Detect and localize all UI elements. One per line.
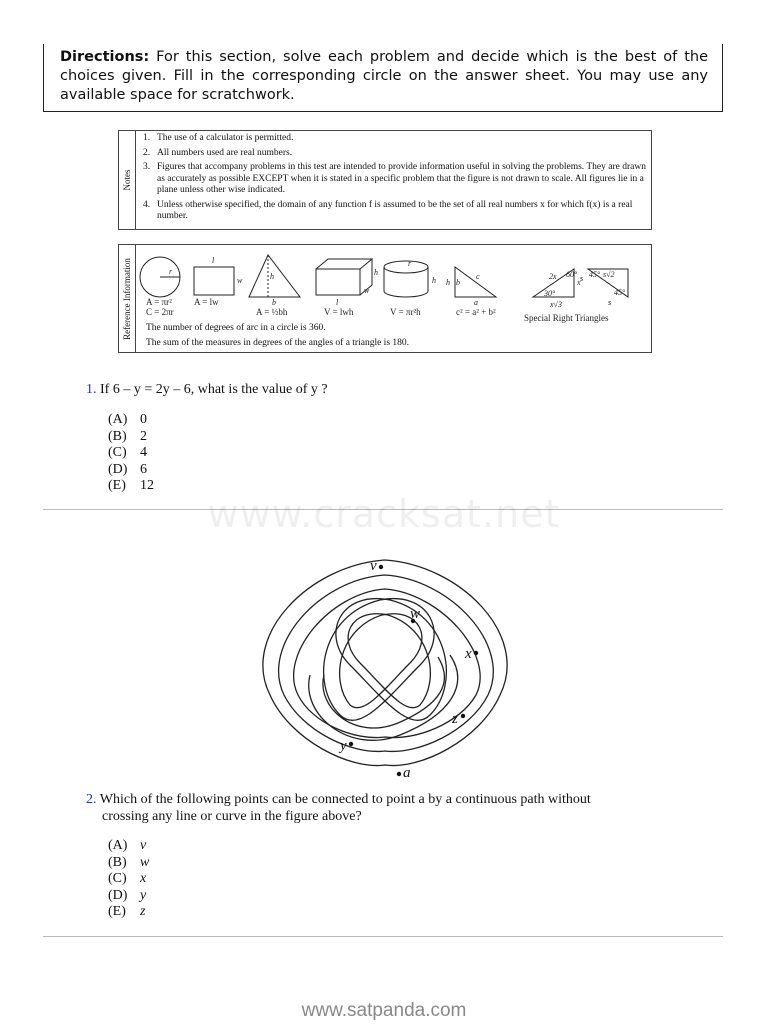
choice[interactable]: (C) x [108,871,147,886]
svg-text:w: w [364,286,370,295]
svg-text:30°: 30° [544,289,556,298]
svg-text:r: r [169,267,173,276]
question-text-line1: Which of the following points can be connected to point a by a continuous path without [99,792,591,807]
reference-box [118,244,652,353]
choice[interactable]: (E) z [108,904,146,919]
choice[interactable]: (A) 0 [108,412,147,427]
svg-text:45°: 45° [614,288,626,297]
question-2 [86,791,591,825]
question-number: 2. [86,792,97,807]
q2-choices [108,838,149,921]
point-label-z: z [452,711,458,727]
question-number: 1. [86,382,97,397]
svg-text:b: b [272,298,276,307]
reference-side-label: Reference Information [119,245,136,352]
notes-side-label: Notes [119,131,136,229]
svg-text:l: l [212,256,215,265]
svg-text:h: h [270,272,274,281]
svg-text:A = lw: A = lw [194,297,219,307]
svg-text:A = ½bh: A = ½bh [256,307,288,317]
svg-text:V = lwh: V = lwh [324,307,354,317]
directions-label: Directions: [60,49,150,65]
note-item: 2. All numbers used are real numbers. [143,147,293,158]
choice[interactable]: (E) 12 [108,478,154,493]
svg-text:c: c [476,272,480,281]
point-label-w: w [410,606,421,622]
svg-text:2x: 2x [549,272,557,281]
svg-text:60°: 60° [566,270,578,279]
svg-text:Special Right Triangles: Special Right Triangles [524,313,609,323]
svg-text:A = πr²: A = πr² [146,297,172,307]
choice[interactable]: (D) 6 [108,461,147,477]
note-item: 1. The use of a calculator is permitted. [143,133,294,143]
svg-text:w: w [237,276,243,285]
reference-figures [136,245,651,325]
svg-text:l: l [336,298,339,307]
svg-text:h: h [446,278,450,287]
choice[interactable]: (C) 4 [108,445,147,460]
choice[interactable]: (D) y [108,887,147,903]
footer-link[interactable]: www.satpanda.com [301,1000,467,1021]
svg-text:h: h [374,268,378,277]
watermark: www.cracksat.net [207,492,561,536]
point-label-v: v [370,558,377,574]
note-item: 4. Unless otherwise specified, the domain of any function f is assumed to be the set of all real numbers x for which f(x) is a real number. [143,199,633,221]
svg-text:V = πr²h: V = πr²h [390,307,421,317]
choice[interactable]: (B) 2 [108,428,147,444]
reference-line-arc: The number of degrees of arc in a circle is 360. [146,323,326,333]
choice[interactable]: (A) v [108,838,147,853]
reference-line-triangle: The sum of the measures in degrees of the angles of a triangle is 180. [146,338,410,348]
question-1 [86,382,328,398]
svg-text:r: r [408,259,412,268]
svg-text:h: h [432,276,436,285]
knot-figure [250,545,520,785]
point-label-y: y [340,738,347,754]
directions-box [43,44,723,112]
notes-box [118,130,652,230]
svg-text:x: x [577,278,581,287]
svg-text:s: s [608,298,612,307]
svg-text:a: a [474,298,478,307]
question-text: If 6 – y = 2y – 6, what is the value of y ? [100,382,328,397]
note-item: 3. Figures that accompany problems in this test are intended to provide information useful in solving the problems. They are drawn as accurately as possible EXCEPT when it is stated in a specific problem that the figure is not drawn to scale. All figures lie in a plane unless other wise indicated. [143,162,646,195]
directions-text: For this section, solve each problem and decide which is the best of the choices given. Fill in the corresponding circle on the answer sheet. You may use any available space for scratchwork. [60,49,708,103]
q1-choices [108,412,154,495]
svg-text:C = 2πr: C = 2πr [146,307,174,317]
question-text-line2: crossing any line or curve in the figure above? [102,809,362,824]
svg-text:s√2: s√2 [603,270,615,279]
svg-text:c² = a² + b²: c² = a² + b² [456,307,496,317]
svg-text:b: b [456,278,460,287]
choice[interactable]: (B) w [108,854,150,870]
point-label-a: a [403,765,411,781]
svg-text:45°: 45° [589,270,601,279]
point-label-x: x [465,646,472,662]
divider [43,936,723,937]
svg-text:x√3: x√3 [550,300,562,309]
svg-text:s: s [580,274,584,283]
